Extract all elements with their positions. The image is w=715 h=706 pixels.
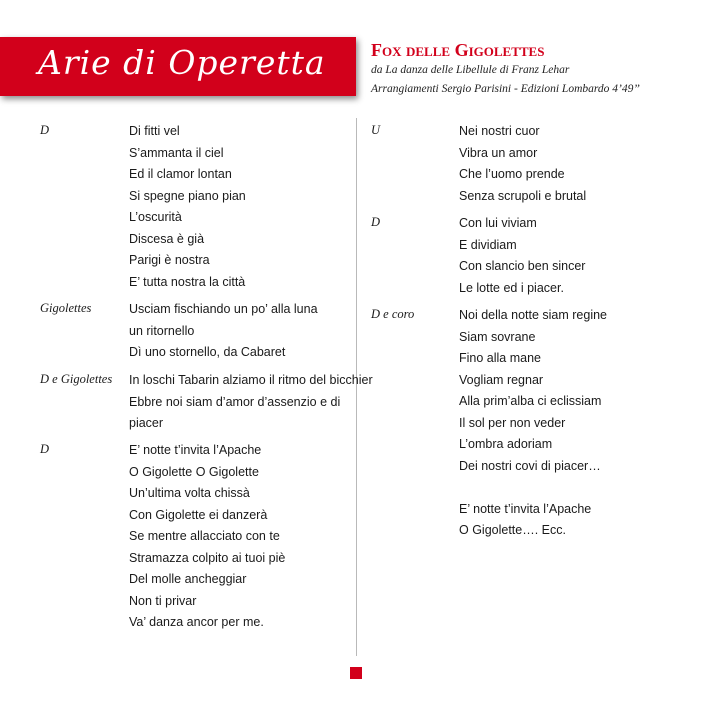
lyric-line: Che l’uomo prende xyxy=(459,167,565,181)
singer-label: D xyxy=(40,442,50,456)
lyric-line: piacer xyxy=(129,416,164,430)
lyric-line: Non ti privar xyxy=(129,593,197,608)
lyric-line: Nei nostri cuor xyxy=(459,124,540,138)
lyric-line: E dividiam xyxy=(459,237,517,252)
lyric-line: Vogliam regnar xyxy=(459,372,544,387)
banner-title: Arie di Operetta xyxy=(38,43,326,82)
lyric-line: Un’ultima volta chissà xyxy=(129,486,250,500)
singer-label: D e Gigolettes xyxy=(40,372,113,386)
lyric-line: E’ notte t’invita l’Apache xyxy=(459,501,592,516)
arrangement-credit: Arrangiamenti Sergio Parisini - Edizioni Lombardo 4’49’’ xyxy=(371,83,640,95)
lyric-line: Vibra un amor xyxy=(459,145,538,160)
lyric-line: In loschi Tabarin alziamo il ritmo del bicchier xyxy=(129,373,373,387)
lyric-line: O Gigolette O Gigolette xyxy=(129,464,259,479)
singer-label: D xyxy=(40,123,50,137)
lyric-line: Il sol per non veder xyxy=(459,415,566,430)
page-marker xyxy=(350,667,362,679)
lyric-line: Si spegne piano pian xyxy=(129,188,246,203)
lyric-line: Con Gigolette ei danzerà xyxy=(129,507,268,522)
lyric-line: Usciam fischiando un po’ alla luna xyxy=(129,302,318,316)
lyric-line: Alla prim’alba ci eclissiam xyxy=(459,394,602,408)
song-title: Fox delle Gigolettes xyxy=(371,40,545,60)
lyric-line: Discesa è già xyxy=(129,231,205,246)
lyric-line: Va’ danza ancor per me. xyxy=(129,615,264,629)
lyric-line: Con lui viviam xyxy=(459,216,537,230)
lyric-line: un ritornello xyxy=(129,323,195,338)
lyric-line: Se mentre allacciato con te xyxy=(129,529,280,543)
lyric-line: Dì uno stornello, da Cabaret xyxy=(129,345,286,359)
lyric-line: E’ notte t’invita l’Apache xyxy=(129,443,262,457)
lyric-line: Di fitti vel xyxy=(129,124,180,138)
lyric-line xyxy=(459,477,607,499)
lyric-line: E’ tutta nostra la città xyxy=(129,274,246,289)
lyric-line: Noi della notte siam regine xyxy=(459,308,607,322)
lyric-line: Ed il clamor lontan xyxy=(129,167,232,181)
lyric-line: Senza scrupoli e brutal xyxy=(459,188,587,203)
lyric-line: Siam sovrane xyxy=(459,329,536,344)
lyric-line: Stramazza colpito ai tuoi piè xyxy=(129,550,286,565)
singer-label: D xyxy=(371,215,381,229)
singer-label: D e coro xyxy=(371,307,415,321)
source-credit: da La danza delle Libellule di Franz Lehar xyxy=(371,64,570,76)
lyric-line: Ebbre noi siam d’amor d’assenzio e di xyxy=(129,394,341,409)
lyric-line: Con slancio ben sincer xyxy=(459,259,586,273)
lyric-line: O Gigolette…. Ecc. xyxy=(459,523,566,537)
lyric-line: Parigi è nostra xyxy=(129,253,210,267)
title-banner xyxy=(0,37,356,96)
lyric-line: Le lotte ed i piacer. xyxy=(459,280,564,295)
lyric-line: L’oscurità xyxy=(129,210,182,224)
singer-label: Gigolettes xyxy=(40,301,92,315)
lyric-line: S’ammanta il ciel xyxy=(129,145,224,160)
lyric-line: L’ombra adoriam xyxy=(459,437,553,451)
lyric-line: Fino alla mane xyxy=(459,351,541,365)
singer-label: U xyxy=(371,123,381,137)
lyric-line: Del molle ancheggiar xyxy=(129,572,247,586)
lyric-line: Dei nostri covi di piacer… xyxy=(459,458,601,473)
